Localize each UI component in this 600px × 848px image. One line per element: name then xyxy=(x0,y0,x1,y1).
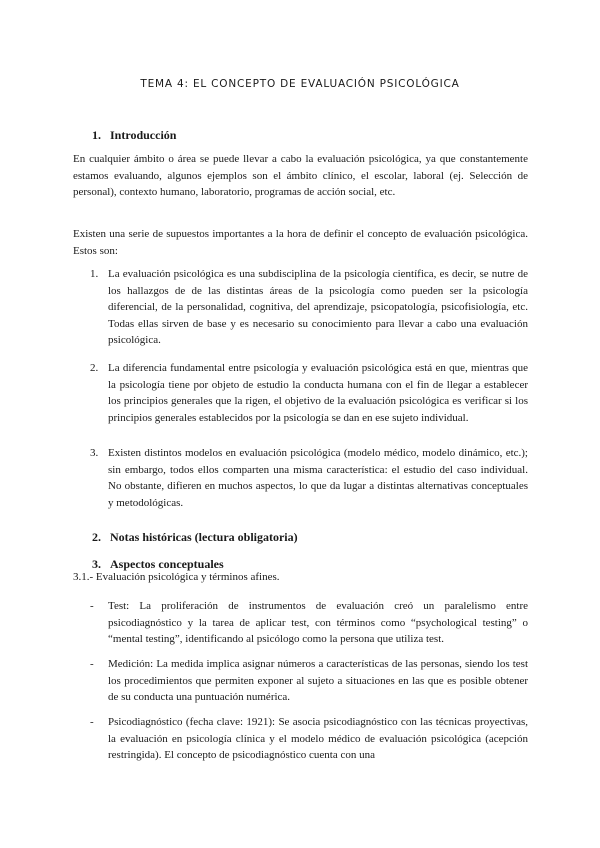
section-title: Aspectos conceptuales xyxy=(110,557,224,571)
intro-paragraph: En cualquier ámbito o área se puede llevar a cabo la evaluación psicológica, ya que constantemente estamos evaluando, algunos ejemplos son el ámbito clínico, el escolar, laboral (ej. Selección de personal), contexto humano, laboratorio, programas de acción social, etc. xyxy=(73,153,528,198)
section-heading-1 xyxy=(92,128,176,143)
item-text: Test: La proliferación de instrumentos de evaluación creó un paralelismo entre psicodiagnóstico y la tarea de aplicar test, con términos como “psychological testing” o “mental testing”, identificando al psicólogo como la persona que utiliza test. xyxy=(108,600,528,645)
section-title: Notas históricas (lectura obligatoria) xyxy=(110,530,298,544)
item-text: La diferencia fundamental entre psicología y evaluación psicológica está en que, mientras que la psicología tiene por objeto de estudio la conducta humana con el fin de llegar a establecer los principios generales que la rigen, el objetivo de la evaluación psicológica es verificar si los principios generales establecidos por la psicología se dan en ese sujeto individual. xyxy=(108,362,528,424)
subsection-title: 3.1.- Evaluación psicológica y términos afines. xyxy=(73,571,280,583)
section-title: Introducción xyxy=(110,128,177,142)
dash-item xyxy=(90,714,528,764)
section-heading-2 xyxy=(92,530,298,545)
item-marker: - xyxy=(90,600,94,612)
item-text: Medición: La medida implica asignar números a características de las personas, siendo los test los procedimientos que permiten exponer al sujeto a situaciones en las que es posible obtener de su conducta una puntuación numérica. xyxy=(108,658,528,703)
item-marker: 1. xyxy=(90,268,99,280)
numbered-item xyxy=(90,445,528,511)
item-marker: - xyxy=(90,716,94,728)
section-number: 1. xyxy=(92,128,101,142)
section-number: 2. xyxy=(92,530,101,544)
item-marker: 3. xyxy=(90,447,99,459)
dash-item xyxy=(90,598,528,648)
item-marker: 2. xyxy=(90,362,99,374)
section-heading-3 xyxy=(92,557,224,572)
numbered-item xyxy=(90,266,528,349)
dash-item xyxy=(90,656,528,706)
numbered-item xyxy=(90,360,528,426)
section-number: 3. xyxy=(92,557,101,571)
item-text: La evaluación psicológica es una subdisciplina de la psicología científica, es decir, se nutre de los hallazgos de de las distintas áreas de la psicología como pueden ser la psicología diferencial, de la personalidad, cognitiva, del aprendizaje, psicopatología, psicofisiología, etc. Todas ellas sirven de base y es necesario su conocimiento para llevar a cabo una evaluación psicológica. xyxy=(108,268,528,346)
item-text: Existen distintos modelos en evaluación psicológica (modelo médico, modelo dinámico, etc.); sin embargo, todos ellos comparten una misma característica: el estudio del caso individual. No obstante, difieren en muchos aspectos, lo que da lugar a distintas alternativas conceptuales y metodológicas. xyxy=(108,447,528,509)
intro-paragraph: Existen una serie de supuestos importantes a la hora de definir el concepto de evaluación psicológica. Estos son: xyxy=(73,228,528,257)
item-text: Psicodiagnóstico (fecha clave: 1921): Se asocia psicodiagnóstico con las técnicas proyectivas, la evaluación en psicología clínica y el modelo médico de evaluación psicológica (acepción restringida). El concepto de psicodiagnóstico cuenta con una xyxy=(108,716,528,761)
item-marker: - xyxy=(90,658,94,670)
document-title: TEMA 4: EL CONCEPTO DE EVALUACIÓN PSICOLÓGICA xyxy=(140,78,460,90)
